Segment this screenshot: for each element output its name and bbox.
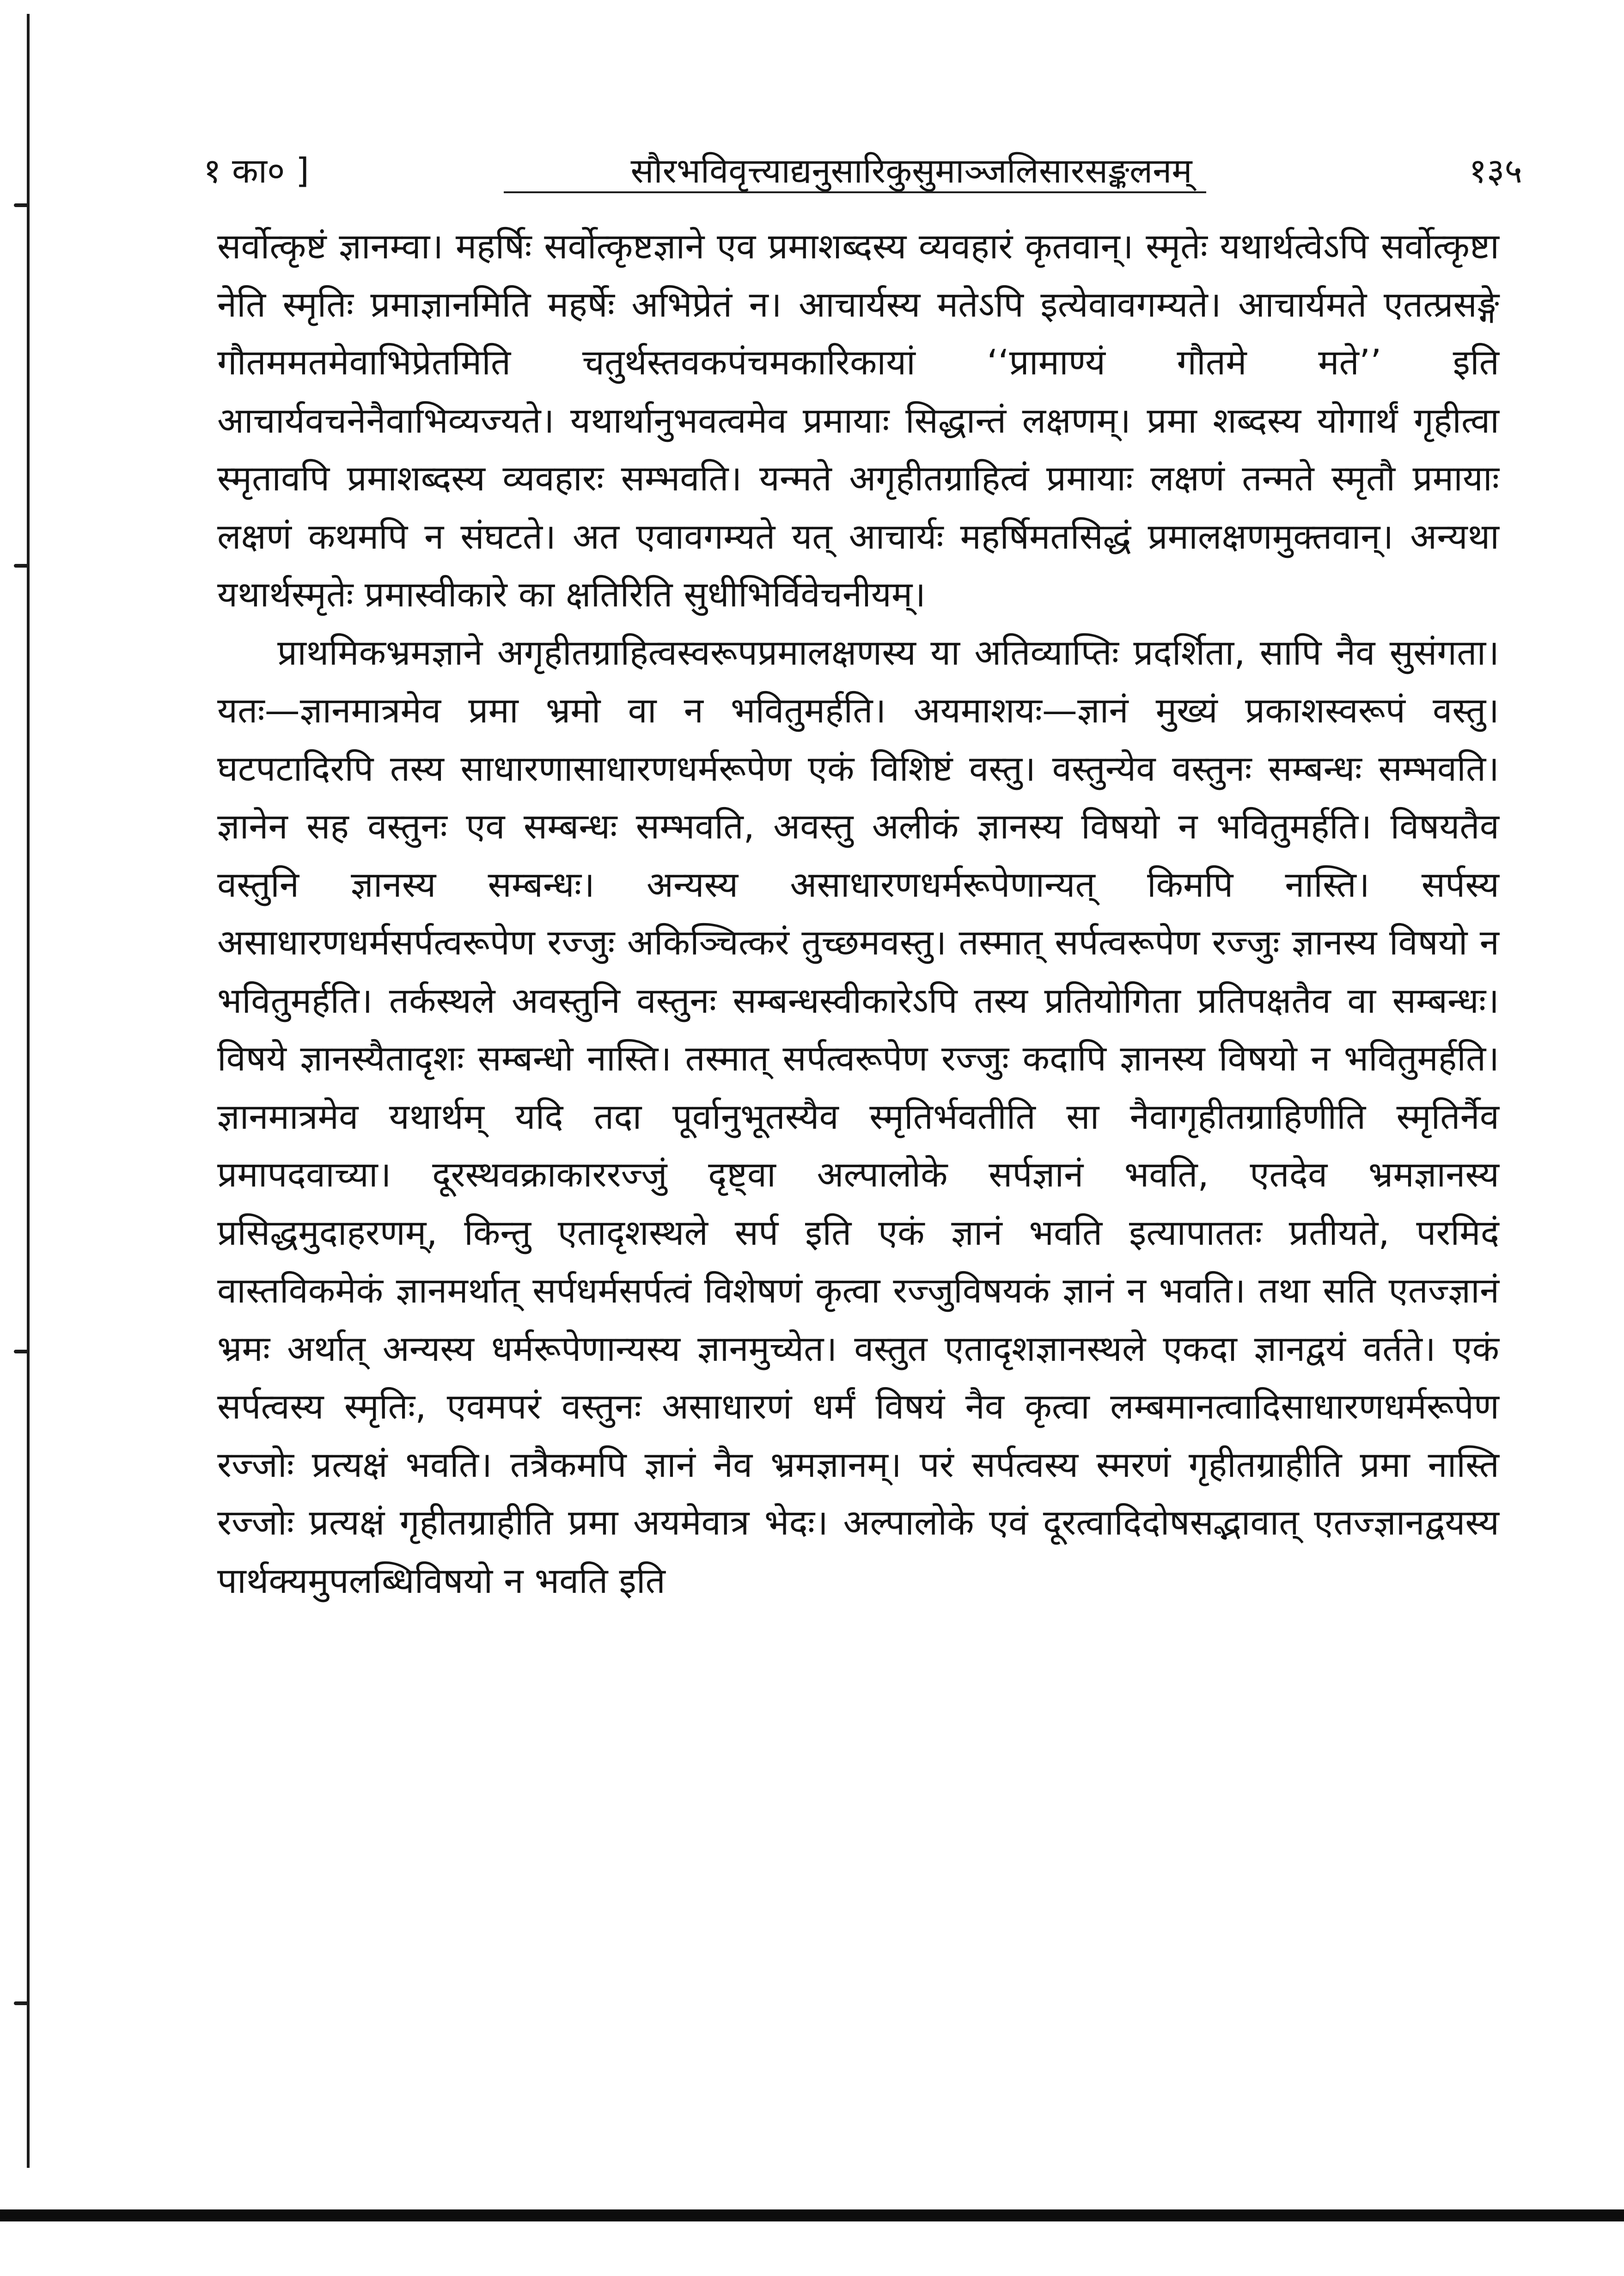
edge-mark: [14, 203, 30, 207]
edge-mark: [14, 1350, 30, 1353]
paragraph: प्राथमिकभ्रमज्ञाने अगृहीतग्राहित्वस्वरूपप्रमालक्षणस्य या अतिव्याप्तिः प्रदर्शिता, सापि नैव सुसंगता। यतः—ज्ञानमात्रमेव प्रमा भ्रमो वा न भवितुमर्हति। अयमाशयः—ज्ञानं मुख्यं प्रकाशस्वरूपं वस्तु। घटपटादिरपि तस्य साधारणासाधारणधर्मरूपेण एकं विशिष्टं वस्तु। वस्तुन्येव वस्तुनः सम्बन्धः सम्भवति। ज्ञानेन सह वस्तुनः एव सम्बन्धः सम्भवति, अवस्तु अलीकं ज्ञानस्य विषयो न भवितुमर्हति। विषयतैव वस्तुनि ज्ञानस्य सम्बन्धः। अन्यस्य असाधारणधर्मरूपेणान्यत् किमपि नास्ति। सर्पस्य असाधारणधर्मसर्पत्वरूपेण रज्जुः अकिञ्चित्करं तुच्छमवस्तु। तस्मात् सर्पत्वरूपेण रज्जुः ज्ञानस्य विषयो न भवितुमर्हति। तर्कस्थले अवस्तुनि वस्तुनः सम्बन्धस्वीकारेऽपि तस्य प्रतियोगिता प्रतिपक्षतैव वा सम्बन्धः। विषये ज्ञानस्यैतादृशः सम्बन्धो नास्ति। तस्मात् सर्पत्वरूपेण रज्जुः कदापि ज्ञानस्य विषयो न भवितुमर्हति। ज्ञानमात्रमेव यथार्थम् यदि तदा पूर्वानुभूतस्यैव स्मृतिर्भवतीति सा नैवागृहीतग्राहिणीति स्मृतिर्नैव प्रमापदवाच्या। दूरस्थवक्राकाररज्जुं दृष्ट्वा अल्पालोके सर्पज्ञानं भवति, एतदेव भ्रमज्ञानस्य प्रसिद्धमुदाहरणम्, किन्तु एतादृशस्थले सर्प इति एकं ज्ञानं भवति इत्यापाततः प्रतीयते, परमिदं वास्तविकमेकं ज्ञानमर्थात् सर्पधर्मसर्पत्वं विशेषणं कृत्वा रज्जुविषयकं ज्ञानं न भवति। तथा सति एतज्ज्ञानं भ्रमः अर्थात् अन्यस्य धर्मरूपेणान्यस्य ज्ञानमुच्येत। वस्तुत एतादृशज्ञानस्थले एकदा ज्ञानद्वयं वर्तते। एकं सर्पत्वस्य स्मृतिः, एवमपरं वस्तुनः असाधारणं धर्मं विषयं नैव कृत्वा लम्बमानत्वादिसाधारणधर्मरूपेण रज्जोः प्रत्यक्षं भवति। तत्रैकमपि ज्ञानं नैव भ्रमज्ञानम्। परं सर्पत्वस्य स्मरणं गृहीतग्राहीति प्रमा नास्ति रज्जोः प्रत्यक्षं गृहीतग्राहीति प्रमा अयमेवात्र भेदः। अल्पालोके एवं दूरत्वादिदोषसद्भावात् एतज्ज्ञानद्वयस्य पार्थक्यमुपलब्धिविषयो न भवति इति: [217, 631, 1499, 1601]
header-underline: [504, 191, 1206, 193]
running-header: [203, 139, 1522, 203]
running-title: सौरभविवृत्त्याद्यनुसारिकुसुमाञ्जलिसारसङ्कलनम्: [630, 151, 1192, 191]
chapter-marker: १ का० ]: [203, 151, 309, 191]
edge-mark: [14, 564, 30, 568]
paragraph: सर्वोत्कृष्टं ज्ञानम्वा। महर्षिः सर्वोत्कृष्टज्ञाने एव प्रमाशब्दस्य व्यवहारं कृतवान्। स्मृतेः यथार्थत्वेऽपि सर्वोत्कृष्टा नेति स्मृतिः प्रमाज्ञानमिति महर्षेः अभिप्रेतं न। आचार्यस्य मतेऽपि इत्येवावगम्यते। आचार्यमते एतत्प्रसङ्गे गौतममतमेवाभिप्रेतमिति चतुर्थस्तवकपंचमकारिकायां ‘‘प्रामाण्यं गौतमे मते’’ इति आचार्यवचनेनैवाभिव्यज्यते। यथार्थानुभवत्वमेव प्रमायाः सिद्धान्तं लक्षणम्। प्रमा शब्दस्य योगार्थं गृहीत्वा स्मृतावपि प्रमाशब्दस्य व्यवहारः सम्भवति। यन्मते अगृहीतग्राहित्वं प्रमायाः लक्षणं तन्मते स्मृतौ प्रमायाः लक्षणं कथमपि न संघटते। अत एवावगम्यते यत् आचार्यः महर्षिमतसिद्धं प्रमालक्षणमुक्तवान्। अन्यथा यथार्थस्मृतेः प्रमास्वीकारे का क्षतिरिति सुधीभिर्विवेचनीयम्।: [217, 226, 1499, 615]
page-number: १३५: [1469, 151, 1522, 191]
bottom-rule: [0, 2209, 1624, 2221]
edge-mark: [14, 2001, 30, 2005]
page-edge-line: [27, 14, 30, 2168]
body-text: [217, 217, 1499, 1609]
